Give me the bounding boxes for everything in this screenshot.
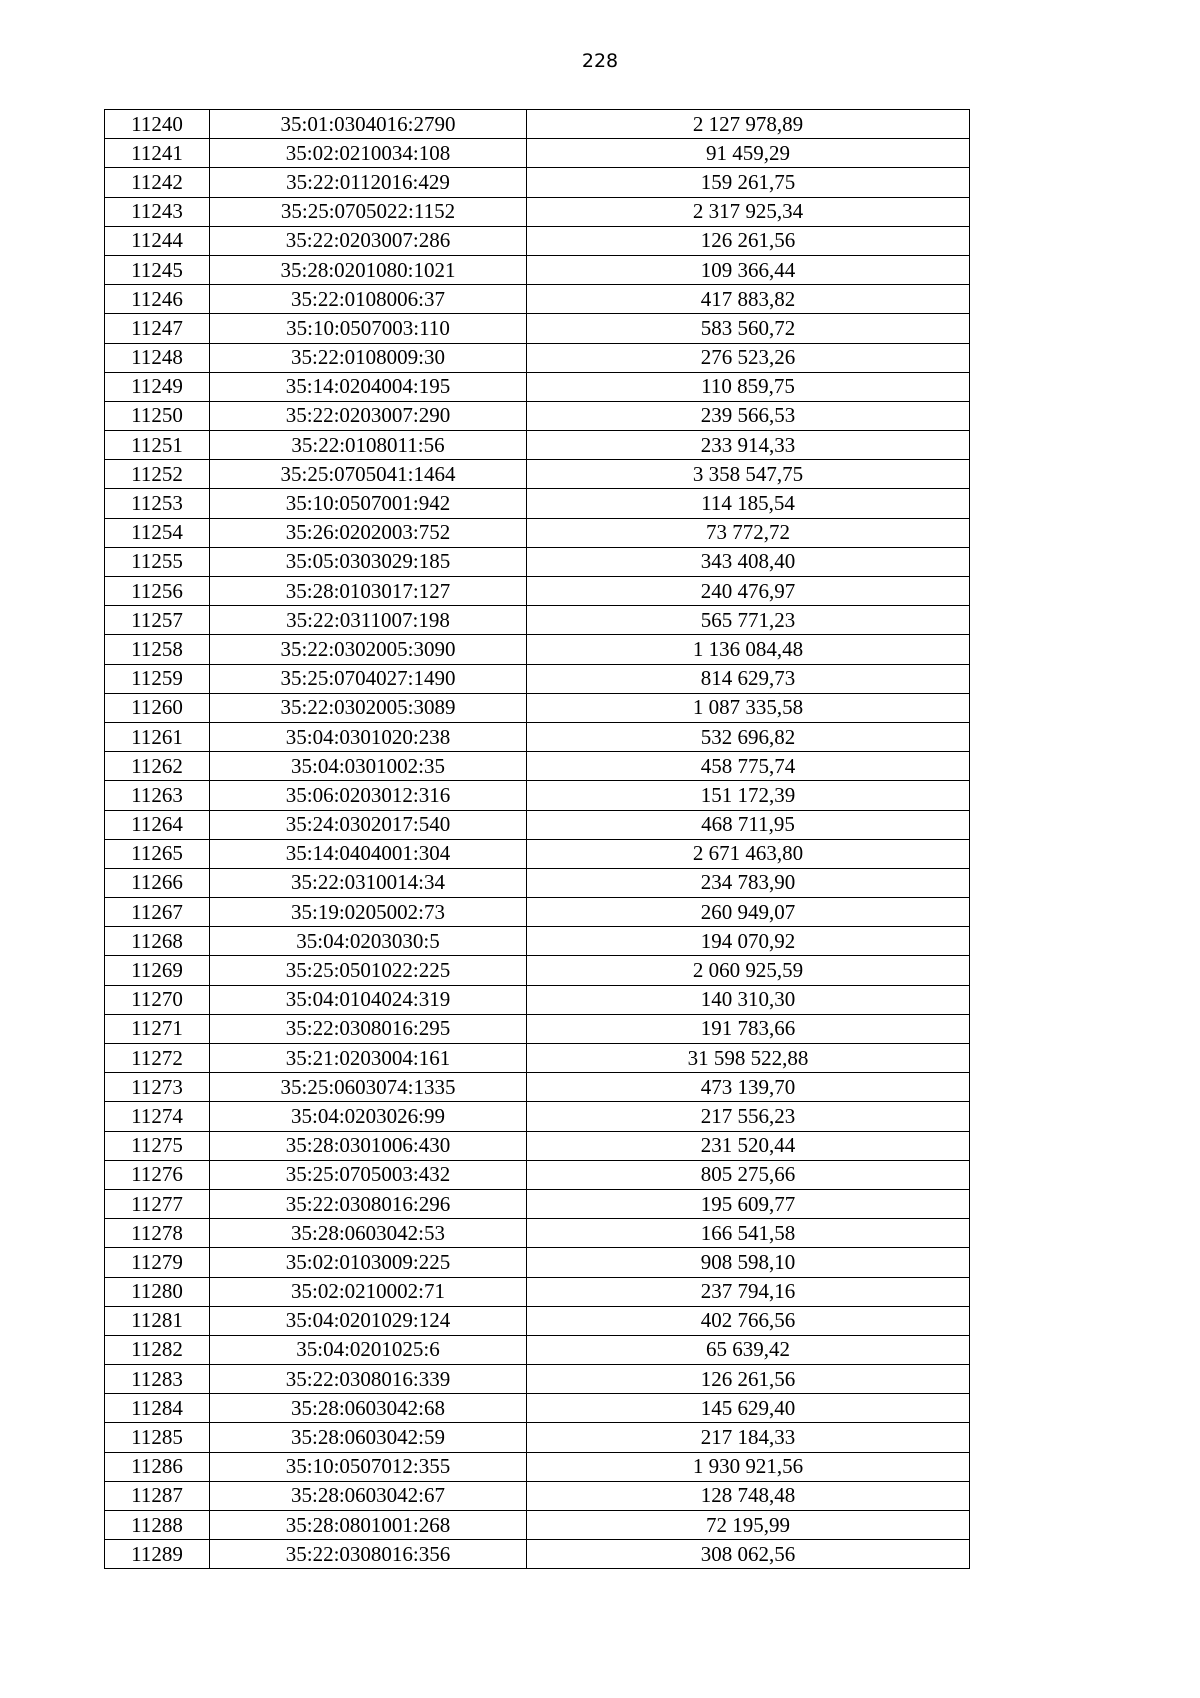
row-number-cell: 11254	[105, 518, 210, 547]
table-row	[105, 197, 970, 226]
cadastral-value-cell: 73 772,72	[527, 518, 970, 547]
row-number-cell: 11262	[105, 752, 210, 781]
cadastral-number-cell: 35:25:0501022:225	[210, 956, 527, 985]
row-number-cell: 11288	[105, 1511, 210, 1540]
cadastral-value-cell: 72 195,99	[527, 1511, 970, 1540]
row-number-cell: 11258	[105, 635, 210, 664]
cadastral-value-cell: 231 520,44	[527, 1131, 970, 1160]
cadastral-number-cell: 35:04:0203026:99	[210, 1102, 527, 1131]
cadastral-value-cell: 114 185,54	[527, 489, 970, 518]
table-row	[105, 693, 970, 722]
row-number-cell: 11244	[105, 226, 210, 255]
table-row	[105, 1044, 970, 1073]
row-number-cell: 11287	[105, 1481, 210, 1510]
cadastral-value-cell: 31 598 522,88	[527, 1044, 970, 1073]
row-number-cell: 11240	[105, 110, 210, 139]
cadastral-value-cell: 126 261,56	[527, 226, 970, 255]
cadastral-number-cell: 35:28:0603042:68	[210, 1394, 527, 1423]
row-number-cell: 11252	[105, 460, 210, 489]
table-row	[105, 1481, 970, 1510]
row-number-cell: 11274	[105, 1102, 210, 1131]
row-number-cell: 11247	[105, 314, 210, 343]
row-number-cell: 11260	[105, 693, 210, 722]
table-row	[105, 1335, 970, 1364]
cadastral-value-cell: 140 310,30	[527, 985, 970, 1014]
cadastral-value-cell: 1 136 084,48	[527, 635, 970, 664]
cadastral-value-cell: 145 629,40	[527, 1394, 970, 1423]
row-number-cell: 11286	[105, 1452, 210, 1481]
cadastral-value-cell: 166 541,58	[527, 1219, 970, 1248]
cadastral-value-cell: 151 172,39	[527, 781, 970, 810]
table-row	[105, 1102, 970, 1131]
table-row	[105, 839, 970, 868]
cadastral-number-cell: 35:02:0210002:71	[210, 1277, 527, 1306]
cadastral-number-cell: 35:10:0507012:355	[210, 1452, 527, 1481]
cadastral-value-cell: 194 070,92	[527, 927, 970, 956]
table-row	[105, 868, 970, 897]
table-row	[105, 110, 970, 139]
table-row	[105, 1365, 970, 1394]
cadastral-number-cell: 35:25:0603074:1335	[210, 1073, 527, 1102]
table-row	[105, 927, 970, 956]
cadastral-value-cell: 805 275,66	[527, 1160, 970, 1189]
row-number-cell: 11253	[105, 489, 210, 518]
row-number-cell: 11273	[105, 1073, 210, 1102]
row-number-cell: 11266	[105, 868, 210, 897]
cadastral-value-cell: 126 261,56	[527, 1365, 970, 1394]
cadastral-value-cell: 814 629,73	[527, 664, 970, 693]
table-row	[105, 1423, 970, 1452]
cadastral-number-cell: 35:04:0104024:319	[210, 985, 527, 1014]
table-row	[105, 489, 970, 518]
row-number-cell: 11277	[105, 1189, 210, 1218]
row-number-cell: 11269	[105, 956, 210, 985]
row-number-cell: 11249	[105, 372, 210, 401]
cadastral-number-cell: 35:06:0203012:316	[210, 781, 527, 810]
table-row	[105, 956, 970, 985]
cadastral-value-cell: 91 459,29	[527, 139, 970, 168]
table-row	[105, 1394, 970, 1423]
cadastral-value-cell: 3 358 547,75	[527, 460, 970, 489]
table-row	[105, 343, 970, 372]
row-number-cell: 11283	[105, 1365, 210, 1394]
cadastral-number-cell: 35:22:0203007:290	[210, 401, 527, 430]
cadastral-number-cell: 35:19:0205002:73	[210, 898, 527, 927]
row-number-cell: 11267	[105, 898, 210, 927]
table-row	[105, 1189, 970, 1218]
table-row	[105, 1073, 970, 1102]
table-row	[105, 431, 970, 460]
row-number-cell: 11275	[105, 1131, 210, 1160]
cadastral-number-cell: 35:28:0603042:67	[210, 1481, 527, 1510]
cadastral-number-cell: 35:22:0308016:296	[210, 1189, 527, 1218]
cadastral-value-cell: 2 671 463,80	[527, 839, 970, 868]
cadastral-value-cell: 109 366,44	[527, 255, 970, 284]
cadastral-value-cell: 217 184,33	[527, 1423, 970, 1452]
table-row	[105, 139, 970, 168]
cadastral-value-cell: 565 771,23	[527, 606, 970, 635]
cadastral-value-cell: 234 783,90	[527, 868, 970, 897]
row-number-cell: 11243	[105, 197, 210, 226]
cadastral-number-cell: 35:04:0301002:35	[210, 752, 527, 781]
cadastral-number-cell: 35:24:0302017:540	[210, 810, 527, 839]
table-row	[105, 664, 970, 693]
cadastral-number-cell: 35:26:0202003:752	[210, 518, 527, 547]
cadastral-number-cell: 35:14:0404001:304	[210, 839, 527, 868]
table-row	[105, 577, 970, 606]
cadastral-value-cell: 260 949,07	[527, 898, 970, 927]
table-row	[105, 372, 970, 401]
cadastral-number-cell: 35:22:0308016:339	[210, 1365, 527, 1394]
row-number-cell: 11278	[105, 1219, 210, 1248]
table-row	[105, 1306, 970, 1335]
table-row	[105, 810, 970, 839]
table-row	[105, 547, 970, 576]
row-number-cell: 11276	[105, 1160, 210, 1189]
cadastral-number-cell: 35:10:0507001:942	[210, 489, 527, 518]
table-row	[105, 781, 970, 810]
table-row	[105, 1248, 970, 1277]
row-number-cell: 11289	[105, 1540, 210, 1569]
row-number-cell: 11255	[105, 547, 210, 576]
cadastral-number-cell: 35:14:0204004:195	[210, 372, 527, 401]
table-row	[105, 1219, 970, 1248]
cadastral-number-cell: 35:28:0603042:59	[210, 1423, 527, 1452]
cadastral-value-cell: 217 556,23	[527, 1102, 970, 1131]
cadastral-number-cell: 35:22:0108009:30	[210, 343, 527, 372]
cadastral-number-cell: 35:22:0108011:56	[210, 431, 527, 460]
cadastral-value-cell: 402 766,56	[527, 1306, 970, 1335]
row-number-cell: 11282	[105, 1335, 210, 1364]
table-body	[105, 110, 970, 1569]
cadastral-number-cell: 35:04:0201029:124	[210, 1306, 527, 1335]
table-row	[105, 752, 970, 781]
row-number-cell: 11246	[105, 285, 210, 314]
row-number-cell: 11242	[105, 168, 210, 197]
row-number-cell: 11270	[105, 985, 210, 1014]
cadastral-value-cell: 195 609,77	[527, 1189, 970, 1218]
cadastral-value-cell: 417 883,82	[527, 285, 970, 314]
table-row	[105, 985, 970, 1014]
cadastral-value-cell: 308 062,56	[527, 1540, 970, 1569]
row-number-cell: 11248	[105, 343, 210, 372]
table-row	[105, 1540, 970, 1569]
row-number-cell: 11259	[105, 664, 210, 693]
cadastral-value-cell: 276 523,26	[527, 343, 970, 372]
cadastral-value-cell: 468 711,95	[527, 810, 970, 839]
cadastral-value-cell: 191 783,66	[527, 1014, 970, 1043]
row-number-cell: 11264	[105, 810, 210, 839]
cadastral-number-cell: 35:25:0705022:1152	[210, 197, 527, 226]
cadastral-number-cell: 35:02:0103009:225	[210, 1248, 527, 1277]
row-number-cell: 11241	[105, 139, 210, 168]
table-row	[105, 1511, 970, 1540]
cadastral-value-cell: 2 127 978,89	[527, 110, 970, 139]
cadastral-number-cell: 35:25:0704027:1490	[210, 664, 527, 693]
cadastral-value-cell: 237 794,16	[527, 1277, 970, 1306]
cadastral-value-cell: 2 060 925,59	[527, 956, 970, 985]
row-number-cell: 11285	[105, 1423, 210, 1452]
row-number-cell: 11251	[105, 431, 210, 460]
table-row	[105, 1277, 970, 1306]
cadastral-value-cell: 1 930 921,56	[527, 1452, 970, 1481]
cadastral-number-cell: 35:21:0203004:161	[210, 1044, 527, 1073]
cadastral-number-cell: 35:05:0303029:185	[210, 547, 527, 576]
cadastral-value-cell: 1 087 335,58	[527, 693, 970, 722]
cadastral-number-cell: 35:28:0301006:430	[210, 1131, 527, 1160]
cadastral-number-cell: 35:04:0301020:238	[210, 722, 527, 751]
cadastral-number-cell: 35:22:0302005:3090	[210, 635, 527, 664]
cadastral-value-cell: 239 566,53	[527, 401, 970, 430]
table-row	[105, 460, 970, 489]
row-number-cell: 11256	[105, 577, 210, 606]
cadastral-number-cell: 35:10:0507003:110	[210, 314, 527, 343]
row-number-cell: 11265	[105, 839, 210, 868]
row-number-cell: 11261	[105, 722, 210, 751]
row-number-cell: 11279	[105, 1248, 210, 1277]
row-number-cell: 11280	[105, 1277, 210, 1306]
cadastral-number-cell: 35:25:0705003:432	[210, 1160, 527, 1189]
row-number-cell: 11271	[105, 1014, 210, 1043]
cadastral-number-cell: 35:22:0108006:37	[210, 285, 527, 314]
row-number-cell: 11250	[105, 401, 210, 430]
cadastral-number-cell: 35:02:0210034:108	[210, 139, 527, 168]
cadastral-value-cell: 233 914,33	[527, 431, 970, 460]
cadastral-number-cell: 35:22:0308016:295	[210, 1014, 527, 1043]
row-number-cell: 11263	[105, 781, 210, 810]
cadastral-number-cell: 35:28:0801001:268	[210, 1511, 527, 1540]
table-row	[105, 314, 970, 343]
table-row	[105, 518, 970, 547]
row-number-cell: 11284	[105, 1394, 210, 1423]
table-row	[105, 401, 970, 430]
cadastral-number-cell: 35:01:0304016:2790	[210, 110, 527, 139]
cadastral-value-cell: 908 598,10	[527, 1248, 970, 1277]
cadastral-number-cell: 35:22:0311007:198	[210, 606, 527, 635]
cadastral-value-cell: 2 317 925,34	[527, 197, 970, 226]
cadastral-number-cell: 35:22:0310014:34	[210, 868, 527, 897]
table-row	[105, 635, 970, 664]
table-row	[105, 255, 970, 284]
row-number-cell: 11245	[105, 255, 210, 284]
cadastral-number-cell: 35:22:0203007:286	[210, 226, 527, 255]
cadastral-number-cell: 35:22:0112016:429	[210, 168, 527, 197]
cadastral-number-cell: 35:22:0308016:356	[210, 1540, 527, 1569]
table-row	[105, 1160, 970, 1189]
cadastral-value-cell: 532 696,82	[527, 722, 970, 751]
table-row	[105, 168, 970, 197]
row-number-cell: 11257	[105, 606, 210, 635]
cadastral-value-cell: 110 859,75	[527, 372, 970, 401]
cadastral-number-cell: 35:04:0203030:5	[210, 927, 527, 956]
table-row	[105, 1014, 970, 1043]
cadastral-value-table	[104, 109, 970, 1569]
cadastral-number-cell: 35:04:0201025:6	[210, 1335, 527, 1364]
cadastral-number-cell: 35:28:0103017:127	[210, 577, 527, 606]
cadastral-value-cell: 240 476,97	[527, 577, 970, 606]
cadastral-value-cell: 458 775,74	[527, 752, 970, 781]
cadastral-value-cell: 65 639,42	[527, 1335, 970, 1364]
row-number-cell: 11272	[105, 1044, 210, 1073]
row-number-cell: 11281	[105, 1306, 210, 1335]
cadastral-number-cell: 35:22:0302005:3089	[210, 693, 527, 722]
table-row	[105, 1452, 970, 1481]
cadastral-value-cell: 343 408,40	[527, 547, 970, 576]
table-row	[105, 1131, 970, 1160]
page-number: 228	[581, 50, 619, 72]
cadastral-value-cell: 159 261,75	[527, 168, 970, 197]
cadastral-value-cell: 473 139,70	[527, 1073, 970, 1102]
table-row	[105, 606, 970, 635]
table-row	[105, 898, 970, 927]
cadastral-number-cell: 35:28:0603042:53	[210, 1219, 527, 1248]
cadastral-number-cell: 35:28:0201080:1021	[210, 255, 527, 284]
cadastral-value-cell: 583 560,72	[527, 314, 970, 343]
table-row	[105, 226, 970, 255]
cadastral-value-cell: 128 748,48	[527, 1481, 970, 1510]
cadastral-number-cell: 35:25:0705041:1464	[210, 460, 527, 489]
table-row	[105, 722, 970, 751]
row-number-cell: 11268	[105, 927, 210, 956]
table-row	[105, 285, 970, 314]
